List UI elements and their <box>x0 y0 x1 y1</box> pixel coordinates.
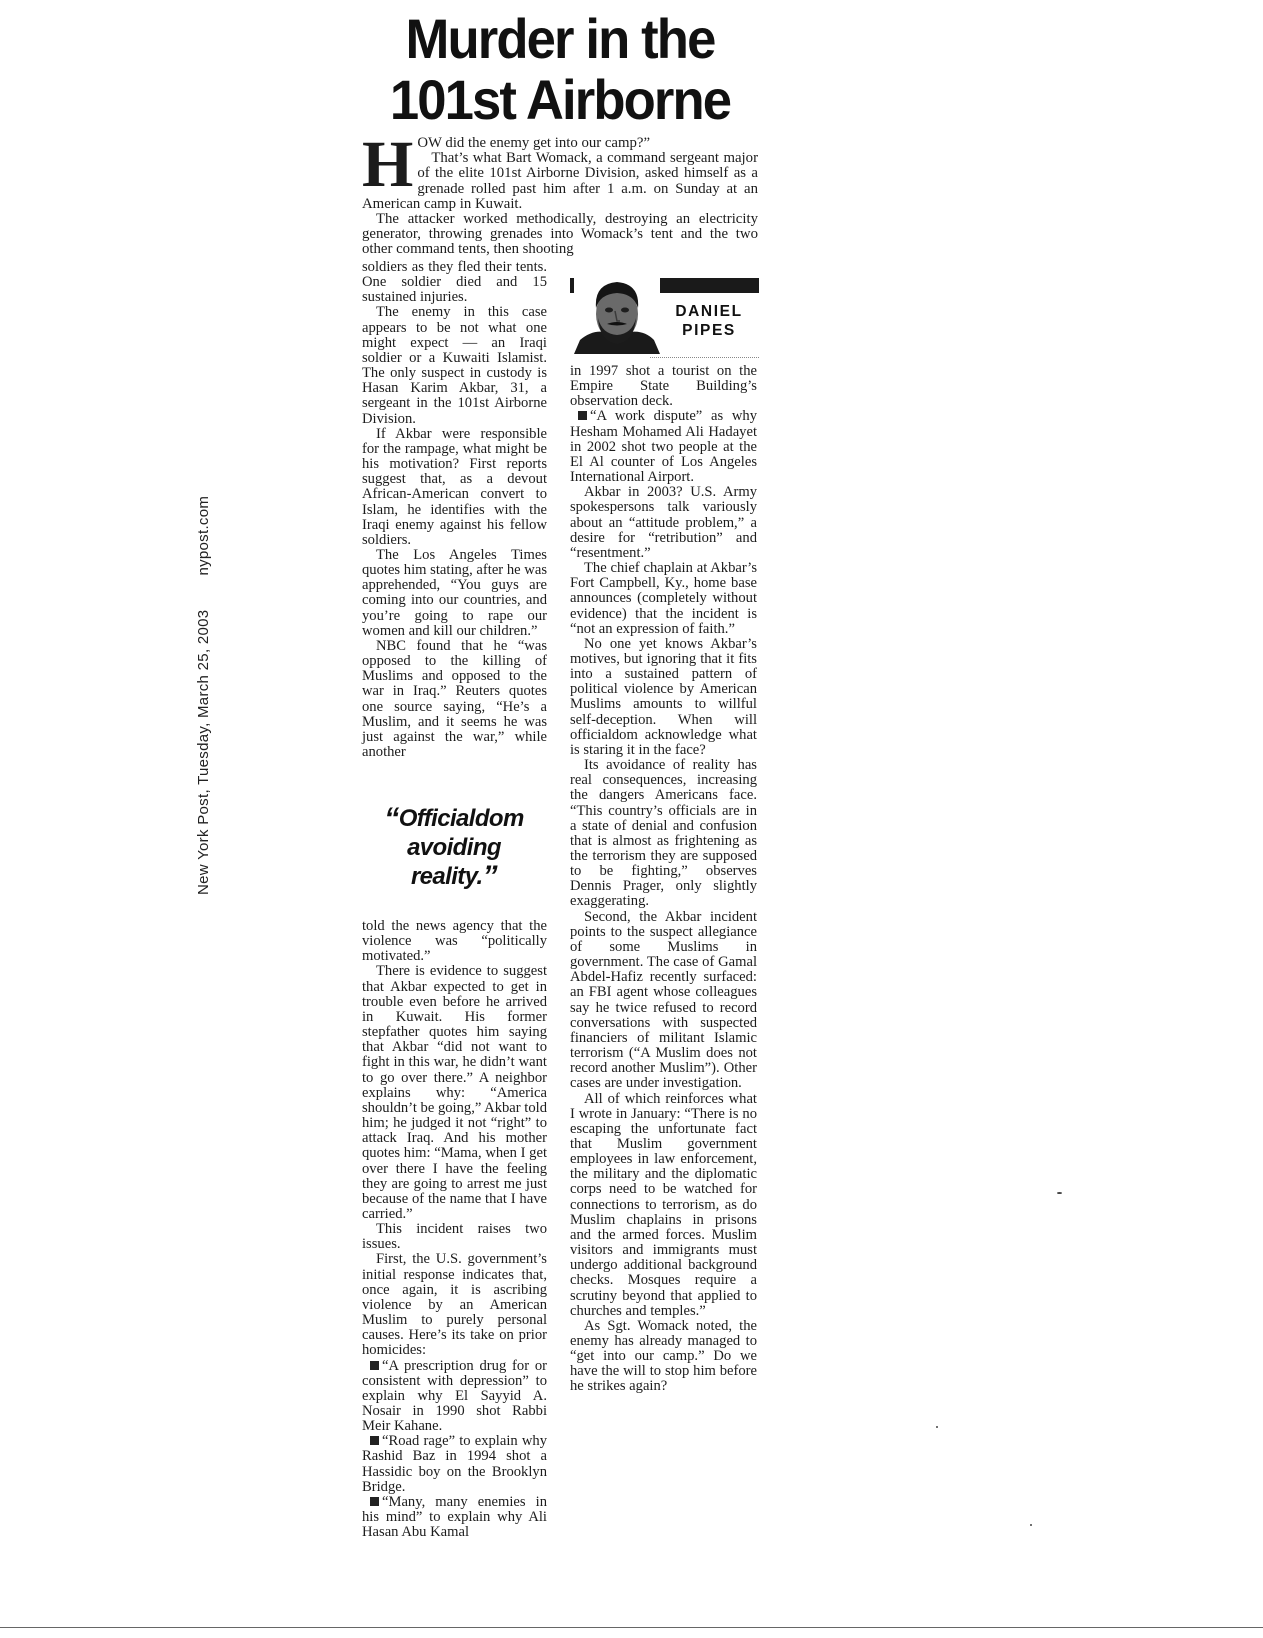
body-paragraph: The enemy in this case appears to be not what one might expect — an Iraqi soldier or a Kuwaiti Islamist. The only suspect in custody is Hasan Karim Akbar, 31, a sergeant in the 101st Airborne Division. <box>362 304 547 427</box>
author-first-name: DANIEL <box>675 303 743 320</box>
lead-paragraph: The attacker worked methodically, destroying an electricity generator, throwing grenades into Womack’s tent and the two other command tents, then shooting <box>362 211 758 258</box>
bullet-item: “Many, many enemies in his mind” to explain why Ali Hasan Abu Kamal <box>362 1493 547 1541</box>
body-paragraph: in 1997 shot a tourist on the Empire State Building’s observation deck. <box>570 363 757 410</box>
pull-quote-text: Officialdom avoiding reality. <box>398 805 524 890</box>
bullet-item: “Road rage” to explain why Rashid Baz in 1994 shot a Hassidic boy on the Brooklyn Bridge. <box>362 1433 547 1495</box>
scan-speck <box>1030 1524 1032 1526</box>
body-paragraph: NBC found that he “was opposed to the killing of Muslims and opposed to the war in Iraq.” Reuters quotes one source saying, “He’s a Muslim, and it seems he was just against the war,” while another <box>362 637 547 760</box>
body-paragraph: Second, the Akbar incident points to the suspect allegiance of some Muslims in government. The case of Gamal Abdel-Hafiz recently surfaced: an FBI agent whose colleagues say he twice refused to record conversations with suspected financiers of militant Islamic terrorism (“A Muslim does not record another Muslim”). Other cases are under investigation. <box>570 908 757 1092</box>
square-bullet-icon <box>370 1436 379 1445</box>
author-portrait <box>574 278 660 354</box>
headline <box>372 8 748 130</box>
lead-text: OW did the enemy get into our camp?” <box>417 135 651 151</box>
source-url: nypost.com <box>195 495 212 576</box>
author-byline <box>570 278 759 354</box>
body-paragraph: Its avoidance of reality has real consequences, increasing the dangers Americans face. “This country’s officials are in a state of denial and confusion that is almost as frightening as the terrorism they are supposed to be fighting,” observes Dennis Prager, only slightly exaggerating. <box>570 757 757 910</box>
headline-line-2: 101st Airborne <box>389 68 731 131</box>
scan-speck <box>1057 1192 1062 1194</box>
open-quote-icon: “ <box>384 802 399 835</box>
body-paragraph: Akbar in 2003? U.S. Army spokespersons talk variously about an “attitude problem,” a desire for “retribution” and “resentment.” <box>570 484 757 561</box>
square-bullet-icon <box>578 411 587 420</box>
body-paragraph: All of which reinforces what I wrote in January: “There is no escaping the unfortunate fact that Muslim government employees in law enforcement, the military and the diplomatic corps need to be watched for connections to terrorism, as do Muslim chaplains in prisons and the armed forces. Muslim visitors and immigrants must undergo additional background checks. Mosques require a scrutiny beyond that applied to churches and temples.” <box>570 1090 757 1319</box>
byline-rule <box>650 357 759 358</box>
square-bullet-icon <box>370 1497 379 1506</box>
body-paragraph: This incident raises two issues. <box>362 1221 547 1253</box>
left-column-top <box>362 260 547 760</box>
body-paragraph: The chief chaplain at Akbar’s Fort Campbell, Ky., home base announces (completely without evidence) that the incident is “not an expression of faith.” <box>570 560 757 637</box>
close-quote-icon: ” <box>482 860 498 893</box>
scan-speck <box>936 1426 938 1428</box>
publication-date: New York Post, Tuesday, March 25, 2003 <box>195 609 212 895</box>
body-paragraph: The Los Angeles Times quotes him stating, after he was apprehended, “You guys are coming into our countries, and you’re going to rape our women and kill our children.” <box>362 546 547 639</box>
scan-edge-line <box>0 1627 1263 1628</box>
bullet-item: “A prescription drug for or consistent with depression” to explain why El Sayyid A. Nosair in 1990 shot Rabbi Meir Kahane. <box>362 1357 547 1435</box>
bullet-item: “A work dispute” as why Hesham Mohamed Ali Hadayet in 2002 shot two people at the El Al counter of Los Angeles International Airport. <box>570 408 757 486</box>
square-bullet-icon <box>370 1361 379 1370</box>
article-lead <box>362 128 758 258</box>
body-paragraph: First, the U.S. government’s initial response indicates that, once again, it is ascribing violence by an American Muslim to purely personal causes. Here’s its take on prior homicides: <box>362 1251 547 1359</box>
body-paragraph: told the news agency that the violence was “politically motivated.” <box>362 918 547 965</box>
left-column-bottom <box>362 919 547 1540</box>
body-paragraph: There is evidence to suggest that Akbar expected to get in trouble even before he arrived in Kuwait. His former stepfather quotes him saying that Akbar “did not want to fight in this war, he didn’t want to go over there.” A neighbor explains why: “America shouldn’t be going,” Akbar told him; he judged it not “right” to attack Iraq. And his mother quotes him: “Mama, when I get over there I have the feeling they are going to arrest me just because of the name that I have carried.” <box>362 963 547 1222</box>
headline-line-1: Murder in the <box>405 7 715 70</box>
right-column <box>570 364 757 1395</box>
body-paragraph: soldiers as they fled their tents. One soldier died and 15 sustained injuries. <box>362 259 547 306</box>
source-caption <box>195 496 212 895</box>
body-paragraph: No one yet knows Akbar’s motives, but ignoring that it fits into a sustained pattern of political violence by American Muslims amounts to willful self-deception. When will officialdom acknowledge what is staring it in the face? <box>570 635 757 758</box>
body-paragraph: If Akbar were responsible for the rampage, what might be his motivation? First reports suggest that, as a devout African-American convert to Islam, he identifies with the Iraqi enemy against his fellow soldiers. <box>362 425 547 548</box>
lead-paragraph: That’s what Bart Womack, a command sergeant major of the elite 101st Airborne Division, asked himself as a grenade rolled past him after 1 a.m. on Sunday at an American camp in Kuwait. <box>362 150 758 212</box>
body-paragraph: As Sgt. Womack noted, the enemy has already managed to “get into our camp.” Do we have the will to stop him before he strikes again? <box>570 1317 757 1395</box>
drop-cap: H <box>362 128 412 201</box>
author-last-name: PIPES <box>682 322 736 339</box>
pull-quote <box>380 804 528 891</box>
author-name <box>662 302 756 340</box>
